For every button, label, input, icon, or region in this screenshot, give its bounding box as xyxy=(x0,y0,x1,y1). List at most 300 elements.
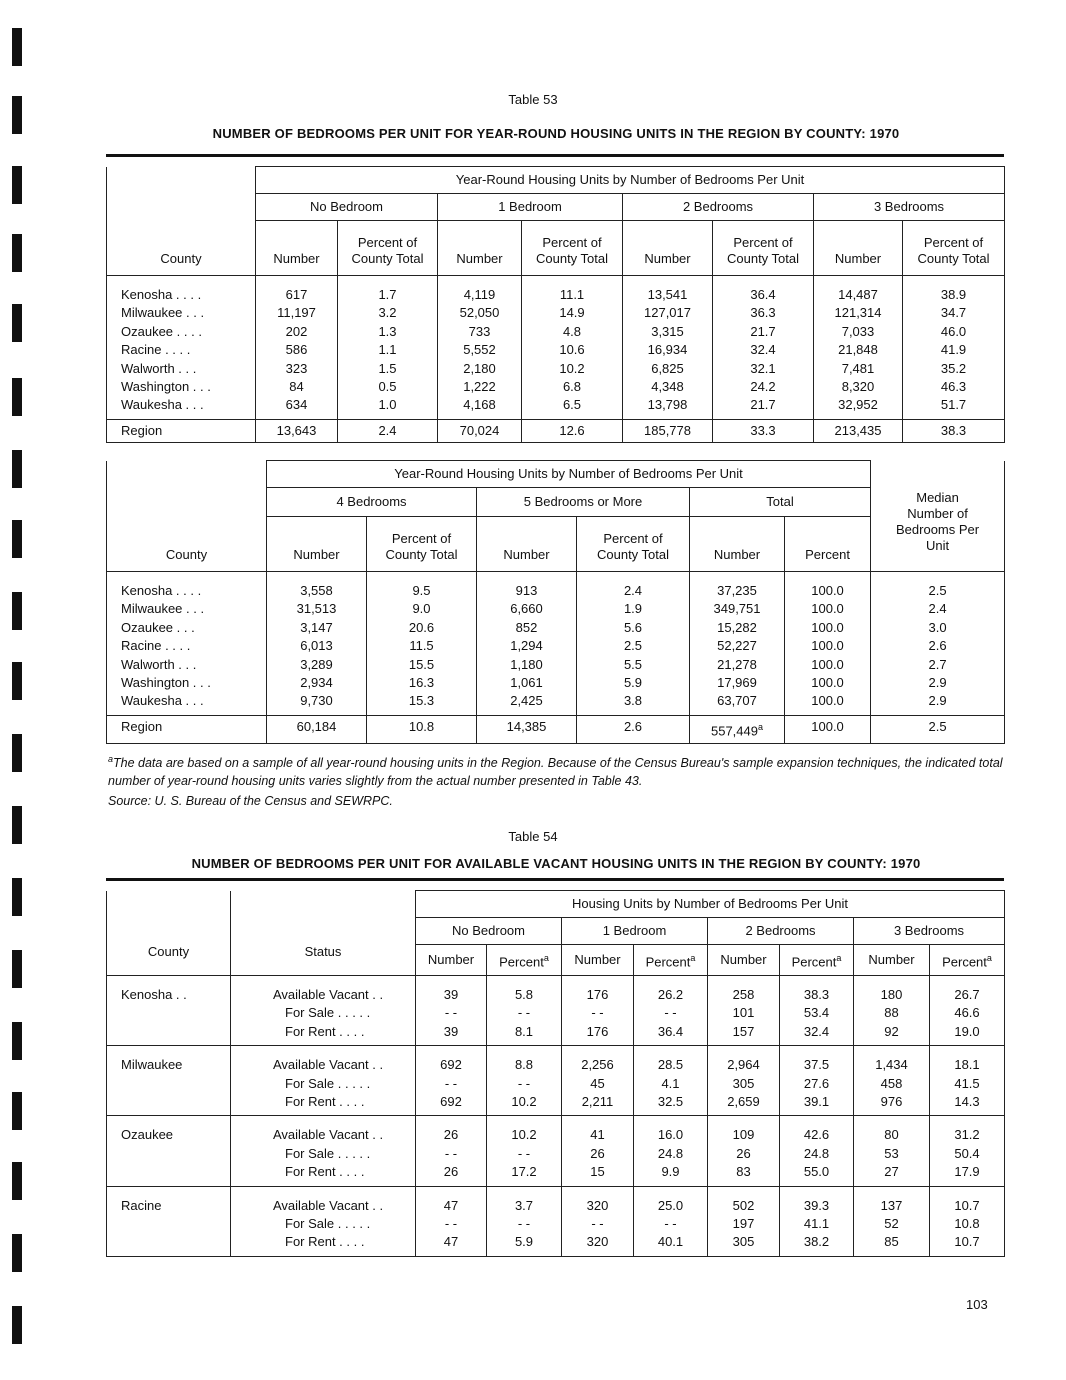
percent-cell: - - xyxy=(634,1215,708,1233)
number-header: Number xyxy=(708,945,780,976)
number-cell: 202 xyxy=(256,323,338,341)
footnote-mark: a xyxy=(757,721,763,732)
table-53-rule xyxy=(106,154,1004,157)
table-row xyxy=(107,976,1005,1005)
table-row xyxy=(107,1145,1005,1163)
category-header: 3 Bedrooms xyxy=(854,918,1005,945)
percent-cell: - - xyxy=(487,1004,562,1022)
number-cell: 39 xyxy=(416,1023,487,1046)
number-cell: 185,778 xyxy=(623,419,713,442)
percent-cell: 0.5 xyxy=(338,378,438,396)
number-cell: 32,952 xyxy=(814,396,903,419)
number-cell: 13,541 xyxy=(623,276,713,305)
percent-cell: 19.0 xyxy=(930,1023,1005,1046)
percent-header: Percent of County Total xyxy=(903,221,1005,276)
status-label: Available Vacant . . xyxy=(231,976,416,1005)
number-cell: 26 xyxy=(416,1116,487,1145)
percent-label: Percent xyxy=(499,954,544,970)
median-cell: 2.7 xyxy=(871,656,1005,674)
status-label: Available Vacant . . xyxy=(231,1116,416,1145)
number-cell: 1,434 xyxy=(854,1046,930,1075)
percent-cell: 100.0 xyxy=(785,715,871,743)
number-cell: 586 xyxy=(256,341,338,359)
percent-cell: 1.0 xyxy=(338,396,438,419)
percent-cell: 55.0 xyxy=(780,1163,854,1186)
county-spacer xyxy=(107,1093,231,1116)
percent-cell: 14.9 xyxy=(522,304,623,322)
group-header: Year-Round Housing Units by Number of Bedrooms Per Unit xyxy=(256,167,1005,194)
table-row xyxy=(107,572,1005,601)
county-name: Walworth . . . xyxy=(107,360,256,378)
number-cell: 4,168 xyxy=(438,396,522,419)
number-header: Number xyxy=(690,517,785,572)
category-header: 3 Bedrooms xyxy=(814,194,1005,221)
number-cell: 305 xyxy=(708,1233,780,1256)
percent-label: Percent xyxy=(645,954,691,970)
binding-marks xyxy=(12,0,26,1380)
table-53-part-b xyxy=(106,460,1005,744)
percent-cell: 10.2 xyxy=(522,360,623,378)
percent-cell: 34.7 xyxy=(903,304,1005,322)
percent-header: Percent of County Total xyxy=(367,517,477,572)
number-cell: 692 xyxy=(416,1093,487,1116)
percent-header: Percent xyxy=(785,517,871,572)
table-row xyxy=(107,619,1005,637)
percent-cell: 100.0 xyxy=(785,674,871,692)
county-spacer xyxy=(107,1163,231,1186)
number-cell: 349,751 xyxy=(690,600,785,618)
county-name: Region xyxy=(107,715,267,743)
status-header: Status xyxy=(231,891,416,976)
table-row xyxy=(107,656,1005,674)
number-cell: 52,050 xyxy=(438,304,522,322)
footnote-mark: a xyxy=(986,952,992,963)
number-cell: 634 xyxy=(256,396,338,419)
number-cell: 52 xyxy=(854,1215,930,1233)
number-cell: 13,643 xyxy=(256,419,338,442)
table-row xyxy=(107,1093,1005,1116)
number-cell: 26 xyxy=(416,1163,487,1186)
percent-cell: 5.9 xyxy=(487,1233,562,1256)
number-cell: 52,227 xyxy=(690,637,785,655)
table-row xyxy=(107,396,1005,419)
number-cell: 2,964 xyxy=(708,1046,780,1075)
percent-cell: 42.6 xyxy=(780,1116,854,1145)
number-cell: 3,558 xyxy=(267,572,367,601)
percent-cell: 4.1 xyxy=(634,1075,708,1093)
number-cell: 320 xyxy=(562,1186,634,1215)
percent-cell: 38.9 xyxy=(903,276,1005,305)
percent-cell: 10.8 xyxy=(367,715,477,743)
category-header: 2 Bedrooms xyxy=(708,918,854,945)
number-cell: 15 xyxy=(562,1163,634,1186)
percent-cell: 9.9 xyxy=(634,1163,708,1186)
category-header: No Bedroom xyxy=(256,194,438,221)
percent-cell: 17.2 xyxy=(487,1163,562,1186)
number-cell: 83 xyxy=(708,1163,780,1186)
table-row xyxy=(107,1163,1005,1186)
status-label: For Sale . . . . . xyxy=(231,1004,416,1022)
percent-cell: 8.1 xyxy=(487,1023,562,1046)
number-cell: - - xyxy=(416,1215,487,1233)
number-header: Number xyxy=(623,221,713,276)
number-cell: 39 xyxy=(416,976,487,1005)
county-name: Milwaukee . . . xyxy=(107,304,256,322)
percent-cell: 51.7 xyxy=(903,396,1005,419)
number-cell: 21,848 xyxy=(814,341,903,359)
percent-header xyxy=(487,945,562,976)
table-row xyxy=(107,1004,1005,1022)
number-cell: 1,061 xyxy=(477,674,577,692)
percent-cell: 35.2 xyxy=(903,360,1005,378)
county-name: Washington . . . xyxy=(107,674,267,692)
percent-cell: 32.4 xyxy=(780,1023,854,1046)
status-label: Available Vacant . . xyxy=(231,1046,416,1075)
county-name: Racine . . . . xyxy=(107,637,267,655)
number-cell: 47 xyxy=(416,1186,487,1215)
percent-header: Percent of County Total xyxy=(577,517,690,572)
number-cell: 458 xyxy=(854,1075,930,1093)
percent-header xyxy=(930,945,1005,976)
percent-cell: 25.0 xyxy=(634,1186,708,1215)
number-cell: 6,825 xyxy=(623,360,713,378)
percent-cell: 10.2 xyxy=(487,1093,562,1116)
table-54-caption: Table 54 xyxy=(508,829,558,844)
table-row xyxy=(107,341,1005,359)
number-cell: 7,481 xyxy=(814,360,903,378)
footnote xyxy=(108,750,1008,790)
number-cell: 127,017 xyxy=(623,304,713,322)
percent-cell: 100.0 xyxy=(785,600,871,618)
percent-cell: 20.6 xyxy=(367,619,477,637)
status-label: For Sale . . . . . xyxy=(231,1075,416,1093)
table-row xyxy=(107,692,1005,715)
table-row xyxy=(107,1075,1005,1093)
county-spacer xyxy=(107,1004,231,1022)
number-cell: 258 xyxy=(708,976,780,1005)
percent-cell: 1.5 xyxy=(338,360,438,378)
page-number: 103 xyxy=(966,1297,988,1312)
number-cell: - - xyxy=(416,1145,487,1163)
percent-cell: 46.0 xyxy=(903,323,1005,341)
percent-cell: 16.3 xyxy=(367,674,477,692)
percent-cell: 1.9 xyxy=(577,600,690,618)
percent-cell: 2.6 xyxy=(577,715,690,743)
county-name: Waukesha . . . xyxy=(107,396,256,419)
table-54-title: NUMBER OF BEDROOMS PER UNIT FOR AVAILABLE VACANT HOUSING UNITS IN THE REGION BY COUNTY: 1970 xyxy=(191,856,921,871)
number-cell: 2,180 xyxy=(438,360,522,378)
footnote-text: The data are based on a sample of all year-round housing units in the Region. Because of the Census Bureau's sample expansion techniques, the indicated total number of year-round housing units varies slightly from the actual number presented in Table 43. xyxy=(108,756,1003,789)
table-53-caption: Table 53 xyxy=(508,92,558,107)
number-cell: 4,119 xyxy=(438,276,522,305)
number-cell: 47 xyxy=(416,1233,487,1256)
number-cell: 63,707 xyxy=(690,692,785,715)
percent-cell: 3.8 xyxy=(577,692,690,715)
median-cell: 3.0 xyxy=(871,619,1005,637)
median-cell: 2.5 xyxy=(871,715,1005,743)
county-name: Ozaukee . . . xyxy=(107,619,267,637)
total-value: 557,449 xyxy=(710,723,758,739)
number-cell: 60,184 xyxy=(267,715,367,743)
percent-cell: 24.8 xyxy=(634,1145,708,1163)
percent-cell: 39.1 xyxy=(780,1093,854,1116)
percent-cell: 9.5 xyxy=(367,572,477,601)
percent-cell: 26.7 xyxy=(930,976,1005,1005)
number-cell: 31,513 xyxy=(267,600,367,618)
percent-cell: 9.0 xyxy=(367,600,477,618)
table-row xyxy=(107,600,1005,618)
number-cell: 53 xyxy=(854,1145,930,1163)
county-name: Milwaukee . . . xyxy=(107,600,267,618)
percent-cell: 16.0 xyxy=(634,1116,708,1145)
percent-cell: 41.9 xyxy=(903,341,1005,359)
table-row xyxy=(107,1116,1005,1145)
number-cell: 3,315 xyxy=(623,323,713,341)
county-header: County xyxy=(107,461,267,572)
county-spacer xyxy=(107,1075,231,1093)
status-label: For Rent . . . . xyxy=(231,1163,416,1186)
percent-cell: 40.1 xyxy=(634,1233,708,1256)
county-spacer xyxy=(107,1233,231,1256)
number-cell: 37,235 xyxy=(690,572,785,601)
county-name: Kenosha . . xyxy=(107,976,231,1005)
percent-cell: 32.4 xyxy=(713,341,814,359)
status-label: For Rent . . . . xyxy=(231,1023,416,1046)
table-row xyxy=(107,378,1005,396)
number-cell: 84 xyxy=(256,378,338,396)
number-cell: 6,013 xyxy=(267,637,367,655)
number-cell: 11,197 xyxy=(256,304,338,322)
category-header: Total xyxy=(690,488,871,517)
number-cell: 733 xyxy=(438,323,522,341)
footnote-mark: a xyxy=(108,754,114,764)
number-cell: 14,385 xyxy=(477,715,577,743)
percent-cell: 1.7 xyxy=(338,276,438,305)
percent-cell: 3.2 xyxy=(338,304,438,322)
number-cell: 5,552 xyxy=(438,341,522,359)
number-cell: 2,659 xyxy=(708,1093,780,1116)
percent-cell: 100.0 xyxy=(785,656,871,674)
percent-cell: - - xyxy=(487,1145,562,1163)
number-cell: - - xyxy=(416,1004,487,1022)
county-header: County xyxy=(107,167,256,276)
percent-cell: 53.4 xyxy=(780,1004,854,1022)
number-cell: 121,314 xyxy=(814,304,903,322)
table-row xyxy=(107,637,1005,655)
source-note: Source: U. S. Bureau of the Census and SEWRPC. xyxy=(108,794,393,808)
number-cell: 70,024 xyxy=(438,419,522,442)
percent-cell: 1.3 xyxy=(338,323,438,341)
number-header: Number xyxy=(854,945,930,976)
county-spacer xyxy=(107,1023,231,1046)
status-label: For Sale . . . . . xyxy=(231,1145,416,1163)
percent-cell: 15.5 xyxy=(367,656,477,674)
number-cell: 2,425 xyxy=(477,692,577,715)
status-label: Available Vacant . . xyxy=(231,1186,416,1215)
number-cell: - - xyxy=(562,1215,634,1233)
percent-cell: 32.5 xyxy=(634,1093,708,1116)
number-cell: 21,278 xyxy=(690,656,785,674)
table-row xyxy=(107,1215,1005,1233)
number-cell: 26 xyxy=(562,1145,634,1163)
percent-cell: 18.1 xyxy=(930,1046,1005,1075)
percent-cell: 6.8 xyxy=(522,378,623,396)
percent-cell: 10.7 xyxy=(930,1233,1005,1256)
percent-cell: 39.3 xyxy=(780,1186,854,1215)
median-cell: 2.9 xyxy=(871,674,1005,692)
percent-cell: 4.8 xyxy=(522,323,623,341)
footnote-mark: a xyxy=(836,952,842,963)
percent-cell: 3.7 xyxy=(487,1186,562,1215)
county-name: Walworth . . . xyxy=(107,656,267,674)
percent-cell: 46.3 xyxy=(903,378,1005,396)
percent-cell: 100.0 xyxy=(785,692,871,715)
number-cell: 9,730 xyxy=(267,692,367,715)
percent-cell: 15.3 xyxy=(367,692,477,715)
median-header: Median Number of Bedrooms Per Unit xyxy=(871,461,1005,572)
percent-cell: 41.5 xyxy=(930,1075,1005,1093)
table-row xyxy=(107,323,1005,341)
county-header: County xyxy=(107,891,231,976)
number-cell: 213,435 xyxy=(814,419,903,442)
percent-cell: 38.2 xyxy=(780,1233,854,1256)
group-header: Year-Round Housing Units by Number of Bedrooms Per Unit xyxy=(267,461,871,488)
category-header: 5 Bedrooms or More xyxy=(477,488,690,517)
number-cell: 41 xyxy=(562,1116,634,1145)
percent-header xyxy=(634,945,708,976)
footnote-mark: a xyxy=(690,952,696,963)
category-header: 2 Bedrooms xyxy=(623,194,814,221)
category-header: 1 Bedroom xyxy=(438,194,623,221)
number-cell: 2,256 xyxy=(562,1046,634,1075)
percent-header: Percent of County Total xyxy=(713,221,814,276)
number-cell: 852 xyxy=(477,619,577,637)
number-cell: 17,969 xyxy=(690,674,785,692)
number-cell: 14,487 xyxy=(814,276,903,305)
table-row xyxy=(107,304,1005,322)
percent-cell: 14.3 xyxy=(930,1093,1005,1116)
number-cell: 502 xyxy=(708,1186,780,1215)
number-cell xyxy=(690,715,785,743)
percent-cell: 100.0 xyxy=(785,572,871,601)
percent-cell: 33.3 xyxy=(713,419,814,442)
number-header: Number xyxy=(416,945,487,976)
median-cell: 2.9 xyxy=(871,692,1005,715)
number-cell: 1,222 xyxy=(438,378,522,396)
number-cell: 913 xyxy=(477,572,577,601)
number-cell: 617 xyxy=(256,276,338,305)
number-cell: 92 xyxy=(854,1023,930,1046)
group-header: Housing Units by Number of Bedrooms Per Unit xyxy=(416,891,1005,918)
percent-cell: 36.4 xyxy=(713,276,814,305)
number-cell: 176 xyxy=(562,976,634,1005)
percent-cell: 37.5 xyxy=(780,1046,854,1075)
county-name: Ozaukee . . . . xyxy=(107,323,256,341)
percent-cell: 36.3 xyxy=(713,304,814,322)
number-header: Number xyxy=(256,221,338,276)
percent-cell: 2.4 xyxy=(577,572,690,601)
percent-cell: 38.3 xyxy=(780,976,854,1005)
number-cell: - - xyxy=(562,1004,634,1022)
percent-header: Percent of County Total xyxy=(522,221,623,276)
number-cell: 976 xyxy=(854,1093,930,1116)
percent-cell: 32.1 xyxy=(713,360,814,378)
county-name: Waukesha . . . xyxy=(107,692,267,715)
percent-cell: 21.7 xyxy=(713,396,814,419)
county-name: Kenosha . . . . xyxy=(107,572,267,601)
county-name: Ozaukee xyxy=(107,1116,231,1145)
number-cell: 6,660 xyxy=(477,600,577,618)
number-cell: 16,934 xyxy=(623,341,713,359)
table-row xyxy=(107,1233,1005,1256)
percent-cell: 10.6 xyxy=(522,341,623,359)
number-cell: 137 xyxy=(854,1186,930,1215)
percent-cell: 10.8 xyxy=(930,1215,1005,1233)
percent-cell: 10.2 xyxy=(487,1116,562,1145)
percent-cell: 2.5 xyxy=(577,637,690,655)
number-cell: 3,289 xyxy=(267,656,367,674)
number-cell: - - xyxy=(416,1075,487,1093)
percent-cell: 11.1 xyxy=(522,276,623,305)
number-cell: 320 xyxy=(562,1233,634,1256)
percent-cell: 10.7 xyxy=(930,1186,1005,1215)
median-cell: 2.5 xyxy=(871,572,1005,601)
number-cell: 157 xyxy=(708,1023,780,1046)
table-row xyxy=(107,1023,1005,1046)
percent-label: Percent xyxy=(942,954,987,970)
number-header: Number xyxy=(477,517,577,572)
percent-cell: 5.5 xyxy=(577,656,690,674)
number-cell: 692 xyxy=(416,1046,487,1075)
number-cell: 197 xyxy=(708,1215,780,1233)
number-cell: 88 xyxy=(854,1004,930,1022)
table-53-title: NUMBER OF BEDROOMS PER UNIT FOR YEAR-ROUND HOUSING UNITS IN THE REGION BY COUNTY: 1970 xyxy=(212,126,900,141)
number-header: Number xyxy=(562,945,634,976)
number-cell: 109 xyxy=(708,1116,780,1145)
category-header: 4 Bedrooms xyxy=(267,488,477,517)
percent-cell: 38.3 xyxy=(903,419,1005,442)
number-cell: 26 xyxy=(708,1145,780,1163)
number-header: Number xyxy=(267,517,367,572)
number-header: Number xyxy=(814,221,903,276)
percent-cell: 27.6 xyxy=(780,1075,854,1093)
percent-header xyxy=(780,945,854,976)
county-name: Region xyxy=(107,419,256,442)
county-name: Kenosha . . . . xyxy=(107,276,256,305)
number-cell: 3,147 xyxy=(267,619,367,637)
footnote-mark: a xyxy=(543,952,549,963)
category-header: No Bedroom xyxy=(416,918,562,945)
percent-cell: 100.0 xyxy=(785,619,871,637)
number-cell: 2,934 xyxy=(267,674,367,692)
percent-cell: 6.5 xyxy=(522,396,623,419)
number-header: Number xyxy=(438,221,522,276)
percent-cell: 26.2 xyxy=(634,976,708,1005)
table-54 xyxy=(106,890,1005,1257)
table-row xyxy=(107,276,1005,305)
percent-cell: 100.0 xyxy=(785,637,871,655)
percent-cell: 41.1 xyxy=(780,1215,854,1233)
number-cell: 101 xyxy=(708,1004,780,1022)
number-cell: 13,798 xyxy=(623,396,713,419)
percent-cell: 1.1 xyxy=(338,341,438,359)
table-row xyxy=(107,360,1005,378)
number-cell: 323 xyxy=(256,360,338,378)
number-cell: 85 xyxy=(854,1233,930,1256)
percent-label: Percent xyxy=(791,954,837,970)
percent-cell: 31.2 xyxy=(930,1116,1005,1145)
percent-cell: 28.5 xyxy=(634,1046,708,1075)
